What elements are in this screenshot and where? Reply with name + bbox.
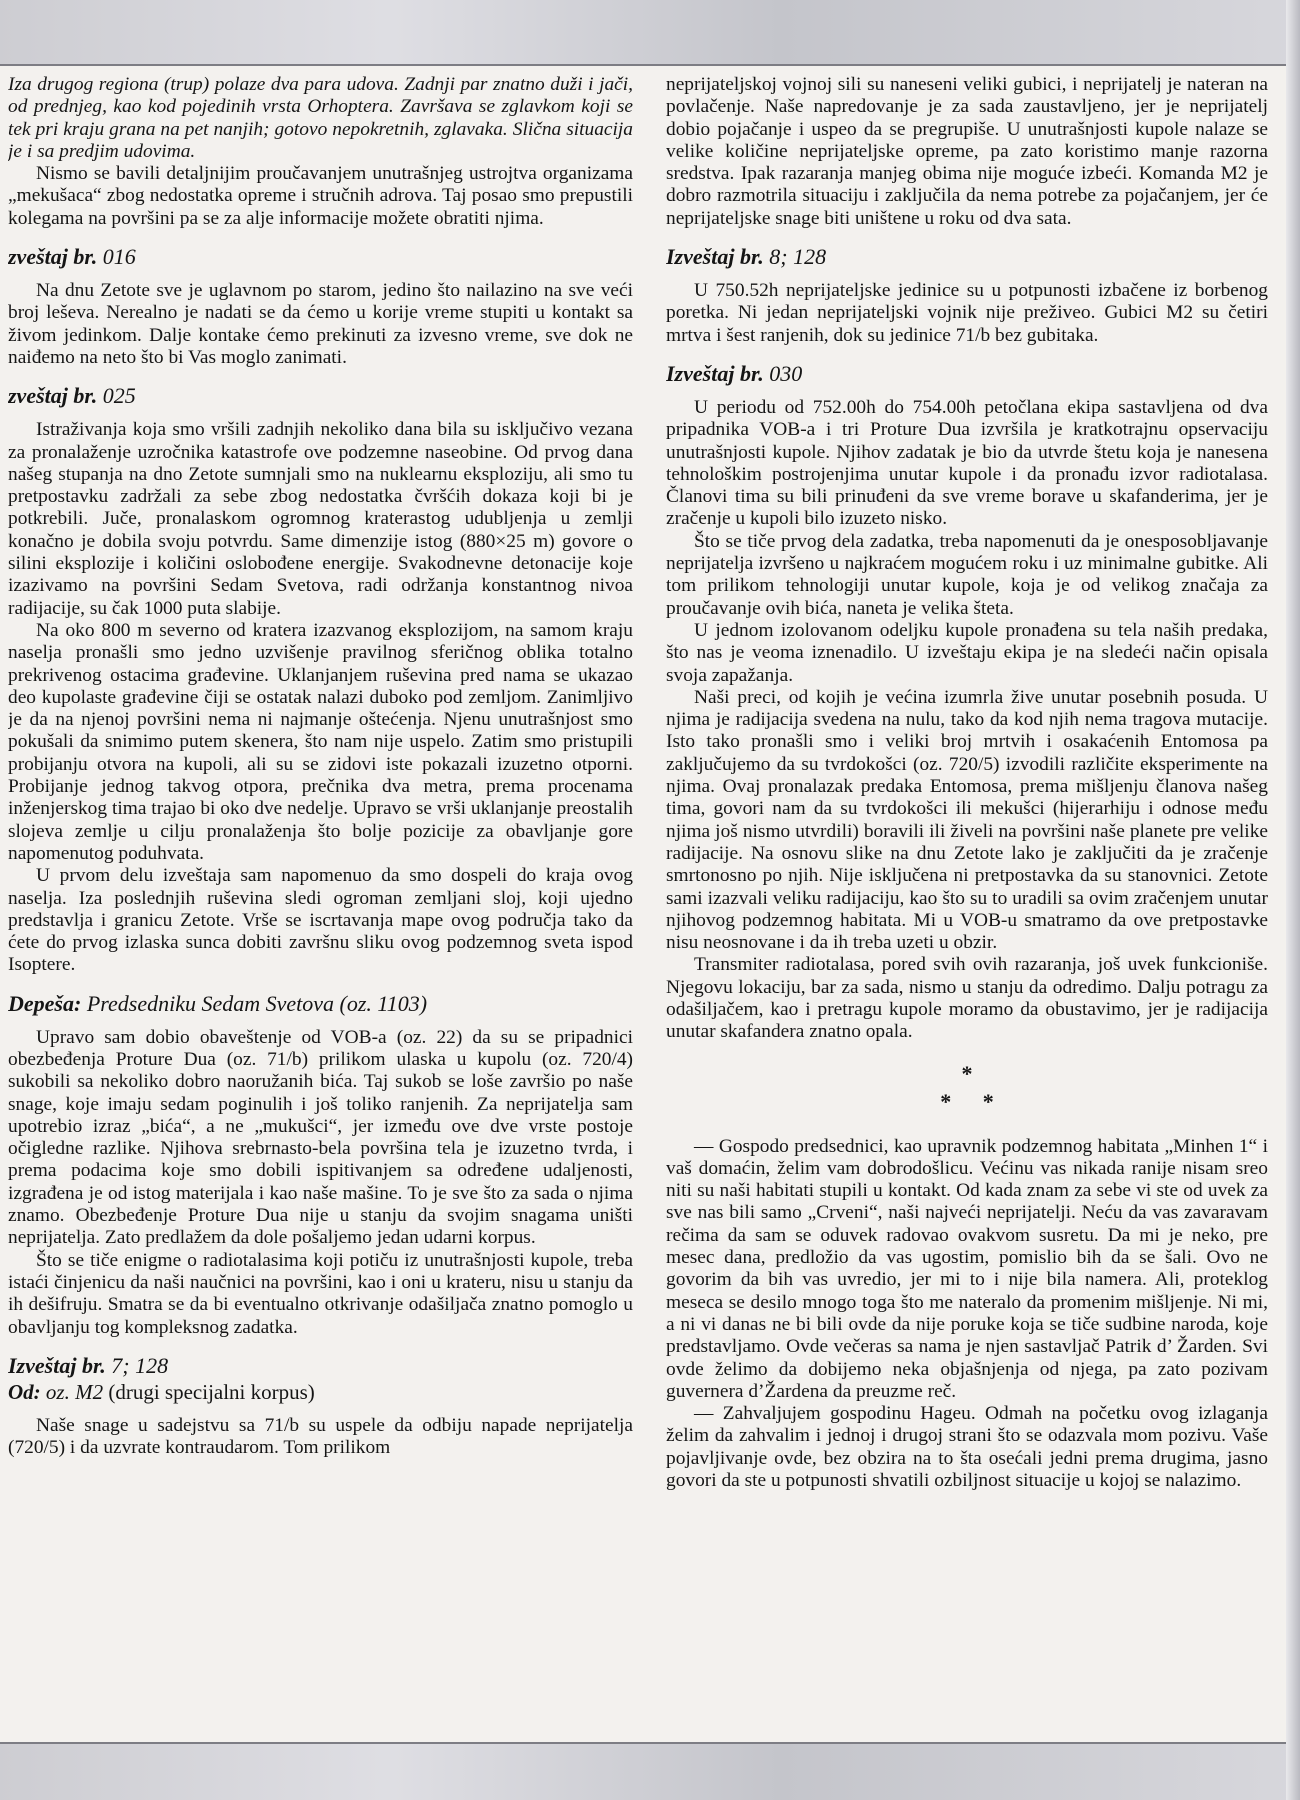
paragraph: Istraživanja koja smo vršili zadnjih nekoliko dana bila su isključivo vezana za pronalaženje uzročnika katastrofe ove podzemne naseobine. Od prvog dana našeg stupanja na dno Zetote sumnjali smo na nuklearnu eksploziju, ali smo tu pretpostavku zadržali za sebe zbog nedostatka čvršćih dokaza koji bi je potkrebili. Juče, pronalaskom ogromnog kraterastog udubljenja u zemlji konačno je dobila svoju potvrdu. Same dimenzije istog (880×25 m) govore o silini eksplozije i količini oslobođene energije. Svakodnevne detonacije koje izazivamo na površini Sedam Svetova, radi održanja konstantnog nivoa radijacije, su čak 1000 puta slabije. [8, 419, 633, 619]
heading-unit: oz. M2 [45, 1379, 104, 1404]
paragraph: — Zahvaljujem gospodinu Hageu. Odmah na početku ovog izlaganja želim da zahvalim i jednoj i drugoj strani što se odazvala mom pozivu. Vaše pojavljivanje ovde, bez obzira na to šta osećali jedni prema drugima, jasno govori da ste u potpunosti shvatili ozbiljnost situacije u kojoj se nalazimo. [666, 1403, 1268, 1492]
heading-note: (drugi specijalni korpus) [108, 1379, 315, 1404]
paragraph: U 750.52h neprijateljske jedinice su u potpunosti izbačene iz borbenog poretka. Ni jedan neprijateljski vojnik nije preživeo. Gubici M2 su četiri mrtva i šest ranjenih, dok su jedinice 71/b bez gubitaka. [666, 280, 1268, 346]
heading-label: zveštaj br. [8, 383, 98, 409]
report-heading-030 [666, 361, 1268, 387]
paragraph: Što se tiče enigme o radiotalasima koji potiču iz unutrašnjosti kupole, treba istaći činjenicu da naši naučnici na površini, kao i oni u krateru, nisu u stanju da ih dešifruju. Smatra se da bi eventualno otkrivanje odašiljača znatno pomoglo u obavljanju tog kompleksnog zadatka. [8, 1249, 633, 1338]
paragraph: U jednom izolovanom odeljku kupole pronađena su tela naših predaka, što nas je veoma iznenadilo. U izveštaju ekipa je na sledeći način opisala svoja zapažanja. [666, 619, 1268, 686]
paragraph: Što se tiče prvog dela zadatka, treba napomenuti da je onesposobljavanje neprijatelja izvršeno u najkraćem mogućem roku i uz minimalne gubitke. Ali tom prilikom tehnologiji unutar kupole, koja je od velikog značaja za proučavanje ovih bića, naneta je velika šteta. [666, 530, 1268, 619]
paragraph: neprijateljskoj vojnoj sili su naneseni veliki gubici, i neprijatelj je nateran na povlačenje. Naše napredovanje je za sada zaustavljeno, jer je neprijatelj dobio pojačanje i uspeo da se pregrupiše. U unutrašnjosti kupole nalaze se velike količine neprijateljske opreme, pa zato koristimo manje razorna sredstva. Ipak razaranja manjeg obima nije moguće izbeći. Komanda M2 je dobro razmotrila situaciju i zaključila da nema potrebe za pojačanjem, jer će neprijateljske snage biti uništene u roku od dva sata. [666, 74, 1268, 229]
section-break [666, 1060, 1268, 1116]
top-divider [0, 64, 1300, 66]
paragraph: Upravo sam dobio obaveštenje od VOB-a (oz. 22) da su se pripadnici obezbeđenja Proture Dua (oz. 71/b) prilikom ulaska u kupolu (oz. 720/4) sukobili sa nekoliko dobro naoružanih bića. Taj sukob se loše završio po naše snage, koje imaju sedam poginulih i još toliko ranjenih. Za neprijatelja sam upotrebio izraz „bića“, a ne „mukušci“, jer između ove dve vrste postoje očigledne razlike. Njihova srebrnasto-bela površina tela je izuzetno tvrda, i prema podacima koje smo dobili ispitivanjem sa određene udaljenosti, izgrađena je od istog materijala i kao naše mašine. To je sve što za sada o njima znamo. Obezbeđenje Proture Dua nije u stanju da svojim snagama uništi neprijatelja. Zato predlažem da dole pošaljemo jedan udarni korpus. [8, 1026, 633, 1249]
paragraph: Transmiter radiotalasa, pored svih ovih razaranja, još uvek funkcioniše. Njegovu lokaciju, bar za sada, nismo u stanju da odredimo. Dalju potragu za odašiljačem, kao i pretragu kupole moramo da obustavimo, jer je radijacija unutar skafandera znatno opala. [666, 954, 1268, 1043]
asterisk-top: * [961, 1060, 973, 1086]
heading-label: Izveštaj br. [8, 1352, 106, 1378]
paragraph: Na oko 800 m severno od kratera izazvanog eksplozijom, na samom kraju naselja pronašli smo jedno uzvišenje pravilnog sferičnog oblika totalno prekrivenog ostacima građevine. Uklanjanjem ruševina pred nama se ukazao deo kupolaste građevine čiji se ostatak nalazi duboko pod zemljom. Zanimljivo je da na njenoj površini nema ni najmanje oštećenja. Njenu unutrašnjost smo pokušali da snimimo putem skenera, što nam nije uspelo. Zatim smo pristupili probijanju otvora na kupoli, ali su se zidovi iste pokazali izuzetno otporni. Probijanje jednog takvog otpora, prečnika dva metra, prema procenama inženjerskog tima trajao bi oko dve nedelje. Upravo se vrši uklanjanje preostalih slojeva zemlje u cilju pronalaženja što bolje pozicije za obavljanje gore napomenutog poduhvata. [8, 619, 633, 864]
report-heading-7 [8, 1353, 633, 1379]
right-column [666, 74, 1268, 1734]
heading-number: 025 [102, 383, 136, 409]
heading-number: 016 [102, 244, 136, 270]
heading-label: Izveštaj br. [666, 360, 764, 386]
magazine-page [0, 74, 1300, 1734]
paragraph: Na dnu Zetote sve je uglavnom po starom, jedino što nailazino na sve veći broj leševa. Nerealno je nadati se da ćemo u korije vreme stupiti u kontakt sa živom jedinkom. Dalje kontake ćemo prekinuti za izvesno vreme, sve dok ne naiđemo na neto što bi Vas moglo zanimati. [8, 280, 633, 368]
report-heading-025 [8, 383, 633, 409]
heading-number: 030 [769, 360, 803, 386]
heading-number: 8; 128 [769, 244, 827, 270]
report-heading-016 [8, 244, 633, 270]
paragraph: Naše snage u sadejstvu sa 71/b su uspele da odbiju napade neprijatelja (720/5) i da uzvrate kontraudarom. Tom prilikom [8, 1414, 633, 1459]
paragraph: — Gospodo predsednici, kao upravnik podzemnog habitata „Minhen 1“ i vaš domaćin, želim vam dobrodošlicu. Većinu vas nikada ranije nisam sreo niti su naši habitati stupili u kontakt. Od kada znam za sebe vi ste od uvek za sve nas bili samo „Crveni“, naši najveći neprijatelji. Neću da vas zavaravam rečima da sam se oduvek radovao ovakvom susretu. Da mi je neko, pre mesec dana, predložio da vas ugostim, pomislio bih da se šali. Ovo ne govorim da bih vas uvredio, jer mi to i nije bila namera. Ali, proteklog meseca se desilo mnogo toga što me nateralo da promenim mišljenje. Ni mi, a ni vi danas ne bi bili ovde da nije poruke koja se tiče sudbine naroda, koje predstavljamo. Ovde večeras sa nama je njen sastavljač Patrik d’ Žarden. Svi ovde želimo da dobijemo neka objašnjenja od njega, pa zato pozivam guvernera d’Žardena da preuzme reč. [666, 1135, 1268, 1402]
report-heading-8 [666, 244, 1268, 270]
left-column [8, 74, 633, 1734]
intro-paragraph: Iza drugog regiona (trup) polaze dva para udova. Zadnji par znatno duži i jači, od prednjeg, kao kod pojedinih vrsta Orhoptera. Završava se zglavkom koji se tek pri kraju grana na pet nanjih; gotovo nepokretnih, zglavaka. Slična situacija je i sa predjim udovima. [8, 74, 633, 162]
heading-label: Depeša: [8, 990, 82, 1016]
paragraph: U periodu od 752.00h do 754.00h petočlana ekipa sastavljena od dva pripadnika VOB-a i tri Proture Dua izvršila je kratkotrajnu opservaciju unutrašnjosti kupole. Njihov zadatak je bio da utvrde štetu koja je nanesena tehnološkim postrojenjima unutar kupole i da pronađu izvor radiotalasa. Članovi tima su bili prinuđeni da sve vreme borave u skafanderima, jer je zračenje u kupoli bilo izuzeto nisko. [666, 396, 1268, 530]
from-heading [8, 1379, 633, 1405]
paragraph: U prvom delu izveštaja sam napomenuo da smo dospeli do kraja ovog naselja. Iza poslednjih ruševina sledi ogroman zemljani sloj, koji ujedno predstavlja i granicu Zetote. Vrše se iscrtavanja mape ovog područja tako da ćete do prvog izlaska sunca dobiti završnu sliku ovog podzemnog sveta ispod Isoptere. [8, 865, 633, 976]
top-scan-band [0, 0, 1300, 66]
heading-label: zveštaj br. [8, 244, 98, 270]
paragraph: Nismo se bavili detaljnijim proučavanjem unutrašnjeg ustrojtva organizama „mekušaca“ zbog nedostatka opreme i stručnih adrova. Taj posao smo prepustili kolegama na površini pa se za alje informacije možete obratiti njima. [8, 163, 633, 229]
heading-label: Od: [8, 1379, 41, 1404]
heading-label: Izveštaj br. [666, 244, 764, 270]
asterisk-bottom: * * [940, 1088, 994, 1114]
bottom-scan-band [0, 1742, 1300, 1800]
heading-title: Predsedniku Sedam Svetova (oz. 1103) [86, 990, 428, 1016]
heading-number: 7; 128 [111, 1352, 169, 1378]
bottom-divider [0, 1742, 1300, 1744]
paragraph: Naši preci, od kojih je većina izumrla žive unutar posebnih posuda. U njima je radijacija svedena na nulu, tako da kod njih nema tragova mutacije. Isto tako pronašli smo i veliki broj mrtvih i osakaćenih Entomosa pa zaključujemo da su tvrdokošci (oz. 720/5) izvodili različite eksperimente na njima. Ovaj pronalazak predaka Entomosa, prema mišljenju članova našeg tima, govori nam da su tvrdokošci ili mekušci (hijerarhiju i odnose među njima još nismo utvrdili) boravili ili živeli na površini naše planete pre velike radijacije. Na osnovu slike na dnu Zetote lako je zaključiti da je zračenje smrtonosno po njih. Nije isključena ni pretpostavka da su stanovnici. Zetote sami izazvali veliku radijaciju, kao što su to uradili sa ovim zračenjem unutar njihovog podzemnog habitata. Mi u VOB-u smatramo da ove pretpostavke nisu neosnovane i da ih treba uzeti u obzir. [666, 686, 1268, 954]
dispatch-heading [8, 991, 633, 1017]
